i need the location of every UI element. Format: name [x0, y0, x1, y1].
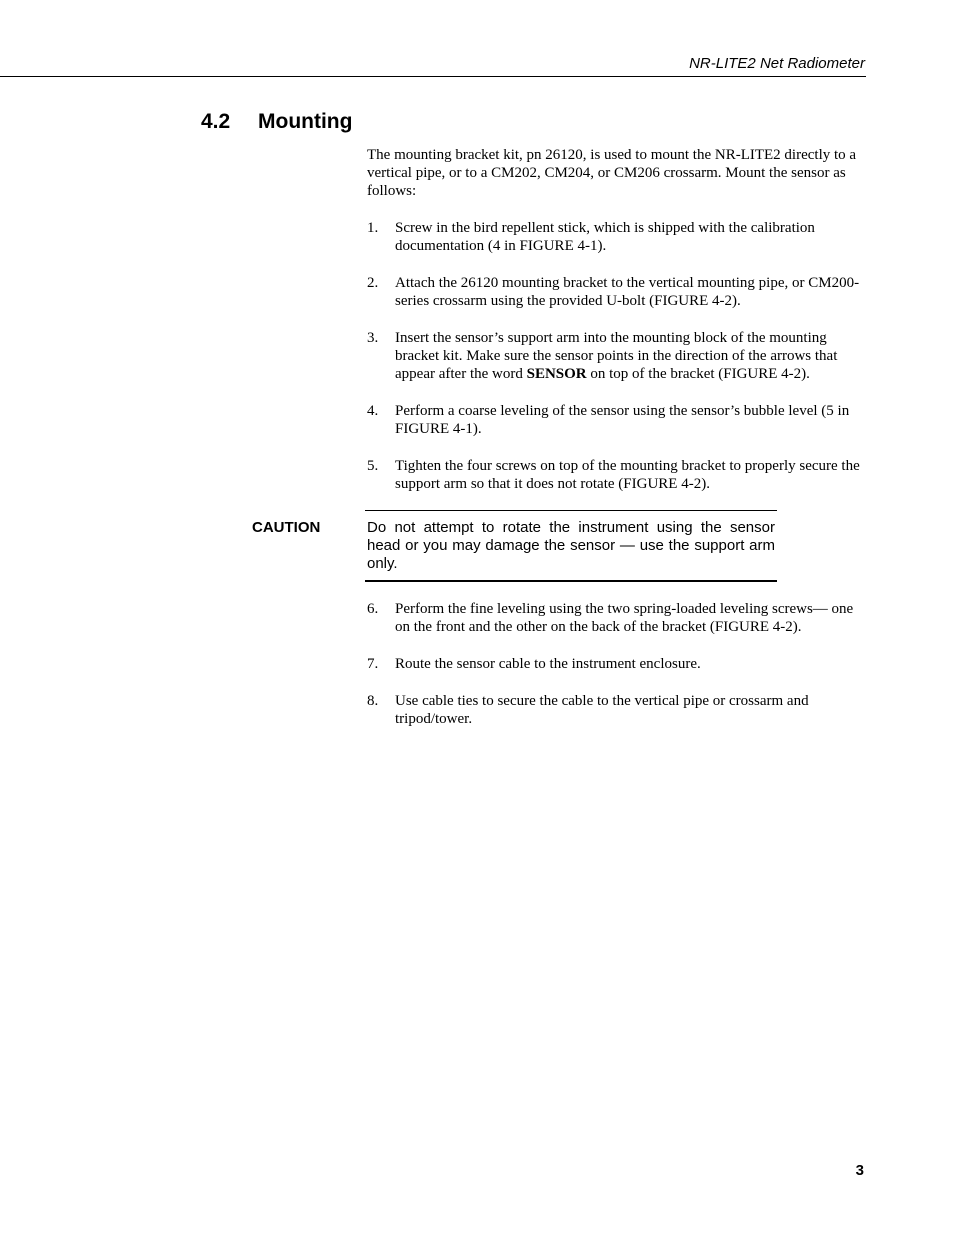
step-text: Attach the 26120 mounting bracket to the vertical mounting pipe, or CM200-series crossarm using the provided U-bolt (FIGURE 4-2). [395, 275, 860, 309]
list-item [367, 655, 862, 673]
list-item [367, 692, 862, 728]
caution-text: Do not attempt to rotate the instrument using the sensor head or you may damage the sensor — use the support arm only. [367, 519, 775, 572]
step-text-before: Insert the sensor’s support arm into the mounting block of the mounting bracket kit. Make sure the sensor points in the direction of the arrows that appear after the word [395, 330, 838, 382]
step-text: Screw in the bird repellent stick, which is shipped with the calibration documentation (4 in FIGURE 4-1). [395, 220, 815, 254]
step-text-after: on top of the bracket (FIGURE 4-2). [586, 366, 810, 382]
section-number: 4.2 [201, 110, 231, 133]
intro-paragraph: The mounting bracket kit, pn 26120, is used to mount the NR-LITE2 directly to a vertical pipe, or to a CM202, CM204, or CM206 crossarm. Mount the sensor as follows: [367, 147, 857, 199]
step-text-bold: SENSOR [526, 366, 587, 382]
steps-list-a [367, 219, 862, 512]
section-title: Mounting [258, 110, 353, 133]
step-text [395, 330, 837, 382]
steps-list-b [367, 600, 862, 747]
list-item [367, 402, 862, 438]
step-number: 3. [367, 330, 379, 346]
step-number: 1. [367, 220, 379, 236]
step-number: 5. [367, 458, 379, 474]
step-text: Perform a coarse leveling of the sensor using the sensor’s bubble level (5 in FIGURE 4-1). [395, 403, 850, 437]
page-number: 3 [855, 1162, 864, 1179]
step-number: 8. [367, 693, 379, 709]
step-number: 2. [367, 275, 379, 291]
caution-box [365, 510, 777, 582]
list-item [367, 329, 862, 383]
list-item [367, 274, 862, 310]
list-item [367, 600, 862, 636]
running-header-title: NR-LITE2 Net Radiometer [689, 55, 865, 72]
step-number: 6. [367, 601, 379, 617]
step-number: 7. [367, 656, 379, 672]
step-text: Perform the fine leveling using the two spring-loaded leveling screws— one on the front and the other on the back of the bracket (FIGURE 4-2). [395, 601, 854, 635]
section-heading [201, 110, 352, 134]
step-text: Route the sensor cable to the instrument enclosure. [395, 656, 701, 672]
list-item [367, 457, 862, 493]
list-item [367, 219, 862, 255]
step-text: Tighten the four screws on top of the mounting bracket to properly secure the support arm so that it does not rotate (FIGURE 4-2). [395, 458, 860, 492]
caution-label: CAUTION [252, 519, 321, 536]
step-text: Use cable ties to secure the cable to the vertical pipe or crossarm and tripod/tower. [395, 693, 809, 727]
header-rule [0, 76, 866, 77]
step-number: 4. [367, 403, 379, 419]
